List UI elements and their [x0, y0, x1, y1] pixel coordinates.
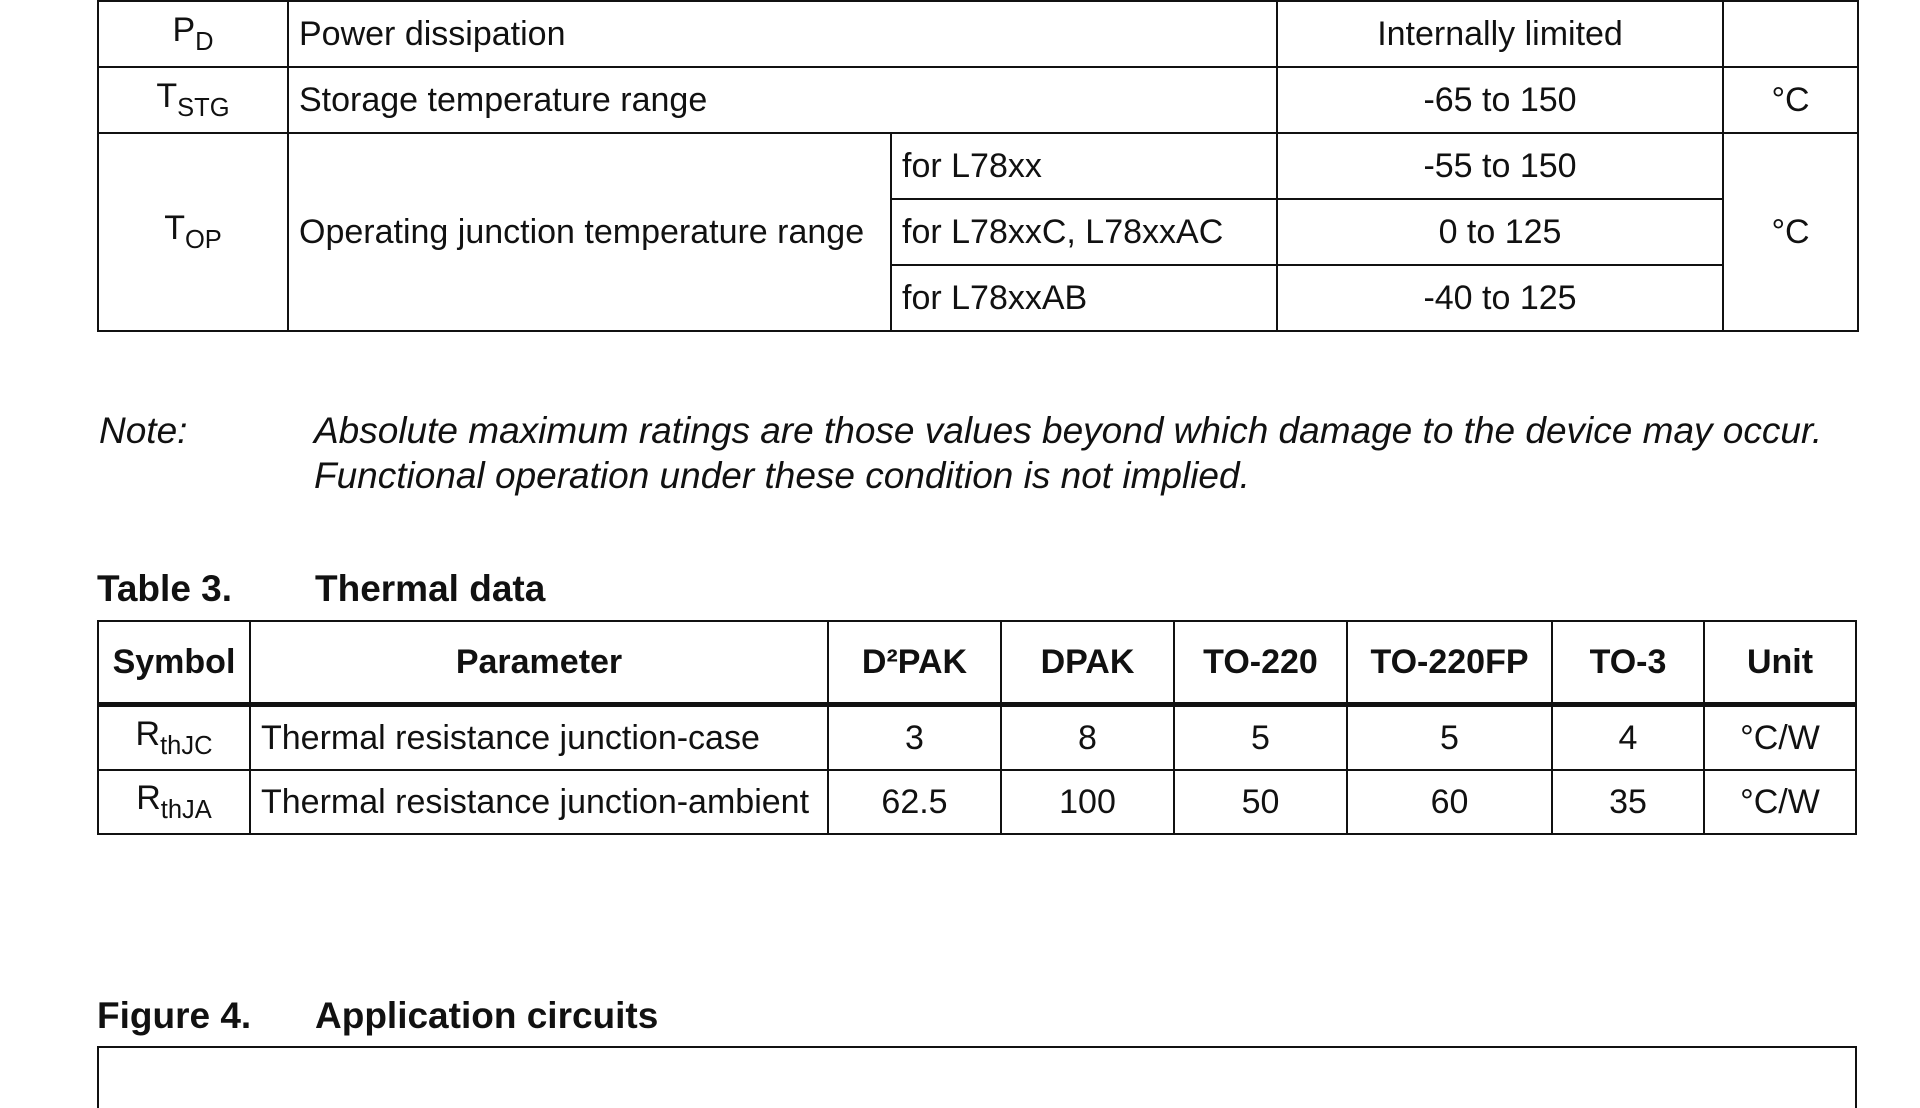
value-cell: 3 — [828, 705, 1001, 771]
value-cell: 62.5 — [828, 770, 1001, 834]
symbol-cell — [98, 67, 288, 133]
header-d2pak: D²PAK — [828, 621, 1001, 705]
unit-cell: °C — [1723, 67, 1858, 133]
parameter-cell: Power dissipation — [288, 1, 1277, 67]
symbol-sub: D — [195, 27, 214, 56]
header-parameter: Parameter — [250, 621, 828, 705]
figure-title: Application circuits — [315, 995, 659, 1036]
parameter-cell: Thermal resistance junction-ambient — [250, 770, 828, 834]
symbol-cell — [98, 133, 288, 331]
note-text: Absolute maximum ratings are those values beyond which damage to the device may occur. Functional operation under these condition is not implied. — [314, 410, 1823, 496]
value-cell: 5 — [1174, 705, 1347, 771]
symbol-cell — [98, 1, 288, 67]
symbol-main: P — [172, 11, 196, 50]
figure-caption — [97, 995, 658, 1037]
condition-cell: for L78xxC, L78xxAC — [891, 199, 1277, 265]
table-number: Table 3. — [97, 568, 233, 609]
symbol-cell — [98, 770, 250, 834]
condition-cell: for L78xx — [891, 133, 1277, 199]
unit-cell — [1723, 1, 1858, 67]
note-label: Note: — [99, 410, 188, 451]
table-caption — [97, 568, 545, 610]
parameter-cell: Operating junction temperature range — [288, 133, 891, 331]
symbol-sub: thJC — [160, 731, 213, 760]
value-cell: 35 — [1552, 770, 1704, 834]
parameter-cell: Thermal resistance junction-case — [250, 705, 828, 771]
figure-frame — [97, 1046, 1857, 1108]
symbol-main: T — [164, 209, 185, 248]
unit-cell: °C/W — [1704, 705, 1856, 771]
value-cell: 0 to 125 — [1277, 199, 1723, 265]
parameter-cell: Storage temperature range — [288, 67, 1277, 133]
symbol-sub: STG — [177, 93, 230, 122]
value-cell: -55 to 150 — [1277, 133, 1723, 199]
table-row — [98, 770, 1856, 834]
value-cell: -65 to 150 — [1277, 67, 1723, 133]
table-row — [98, 1, 1858, 67]
value-cell: Internally limited — [1277, 1, 1723, 67]
value-cell: 4 — [1552, 705, 1704, 771]
header-to220fp: TO-220FP — [1347, 621, 1552, 705]
unit-cell: °C — [1723, 133, 1858, 331]
table-header-row — [98, 621, 1856, 705]
symbol-cell — [98, 705, 250, 771]
symbol-sub: OP — [184, 225, 222, 254]
value-cell: 5 — [1347, 705, 1552, 771]
unit-cell: °C/W — [1704, 770, 1856, 834]
value-cell: -40 to 125 — [1277, 265, 1723, 331]
absolute-max-ratings-table — [97, 0, 1859, 332]
header-dpak: DPAK — [1001, 621, 1174, 705]
value-cell: 60 — [1347, 770, 1552, 834]
header-to3: TO-3 — [1552, 621, 1704, 705]
header-symbol: Symbol — [98, 621, 250, 705]
value-cell: 8 — [1001, 705, 1174, 771]
figure-number: Figure 4. — [97, 995, 252, 1036]
header-to220: TO-220 — [1174, 621, 1347, 705]
condition-cell: for L78xxAB — [891, 265, 1277, 331]
table-row — [98, 705, 1856, 771]
symbol-main: T — [156, 77, 178, 116]
table-row — [98, 133, 1858, 199]
table-title: Thermal data — [315, 568, 546, 609]
symbol-main: R — [135, 715, 161, 754]
value-cell: 50 — [1174, 770, 1347, 834]
symbol-main: R — [136, 779, 161, 818]
symbol-sub: thJA — [160, 795, 212, 824]
header-unit: Unit — [1704, 621, 1856, 705]
thermal-data-table — [97, 620, 1857, 835]
table-row — [98, 67, 1858, 133]
value-cell: 100 — [1001, 770, 1174, 834]
